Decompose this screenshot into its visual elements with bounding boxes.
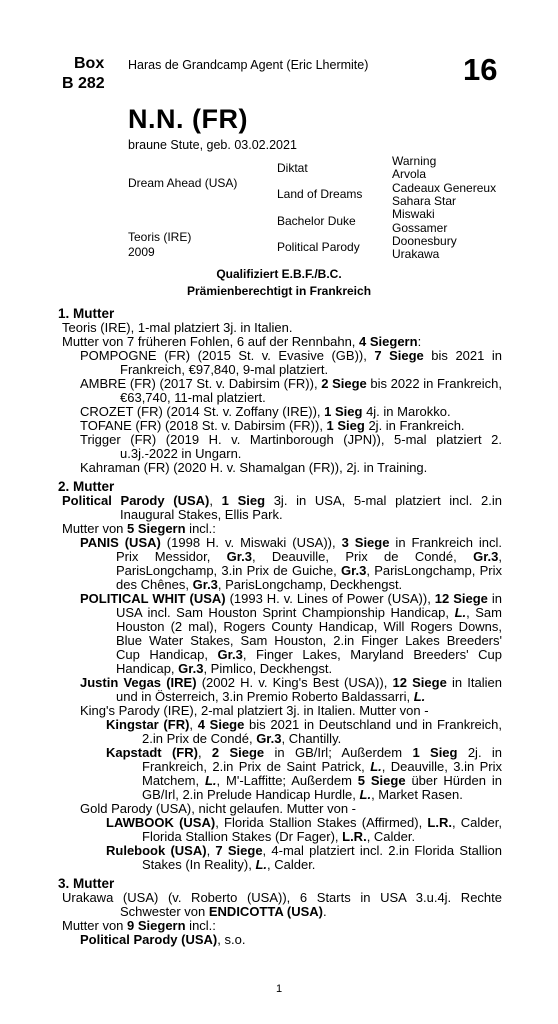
- pedigree-g2: Cadeaux Genereux: [392, 181, 497, 195]
- entry-text: (2002 H. v. King's Best (USA)),: [196, 675, 393, 690]
- entry-text: Trigger (FR) (2019 H. v. Martinborough (JPN)), 5-mal platziert 2. u.3j.-2022 in Ungarn.: [80, 432, 502, 461]
- family-entry: [58, 676, 502, 704]
- emphasis-text: Rulebook (USA): [106, 843, 207, 858]
- entry-text: , Calder.: [267, 857, 316, 872]
- emphasis-text: 7 Siege: [374, 348, 424, 363]
- entry-text: , Chantilly.: [281, 731, 342, 746]
- consignor-agent: Haras de Grandcamp Agent (Eric Lhermite): [128, 58, 369, 72]
- family-entry: [58, 746, 502, 802]
- family-entry: [58, 844, 502, 872]
- emphasis-text: Gr.3: [256, 731, 282, 746]
- emphasis-text: 2 Siege: [321, 376, 367, 391]
- family-entry: [58, 704, 502, 718]
- emphasis-text: 4 Siege: [197, 717, 245, 732]
- entry-text: Teoris (IRE), 1-mal platziert 3j. in Italien.: [62, 320, 293, 335]
- pedigree-dam-year: 2009: [128, 245, 155, 259]
- entry-text: CROZET (FR) (2014 St. v. Zoffany (IRE)),: [80, 404, 325, 419]
- dam-section: [58, 877, 502, 947]
- emphasis-text: 1 Sieg: [412, 745, 458, 760]
- family-notes: [58, 302, 502, 947]
- entry-text: über Hürden in GB/Irl, 2.in Prelude Handicap Hurdle,: [142, 773, 502, 802]
- emphasis-text: Gr.3: [217, 647, 243, 662]
- emphasis-text: L.: [255, 857, 267, 872]
- emphasis-text: Kingstar (FR): [106, 717, 190, 732]
- entry-text: , s.o.: [217, 932, 246, 947]
- pedigree-g2: Doonesbury: [392, 234, 457, 248]
- entry-text: , Florida Stallion Stakes (Affirmed),: [215, 815, 428, 830]
- entry-text: , Sam Houston (2 mal), Rogers County Handicap, Will Rogers Downs, Blue Water Stakes, Sam Houston, 2.in Finger Lakes Breeders' Cup Handicap,: [116, 605, 502, 662]
- box-number: B 282: [62, 75, 105, 92]
- emphasis-text: L.R.: [427, 815, 452, 830]
- entry-text: , Pimlico, Deckhengst.: [203, 661, 333, 676]
- entry-text: in Italien und in Österreich, 3.in Premio Roberto Baldassarri,: [116, 675, 502, 704]
- entry-text: , Deauville, Prix de Condé,: [251, 549, 474, 564]
- lot-number: 16: [463, 52, 498, 87]
- entry-text: (1998 H. v. Miswaki (USA)),: [160, 535, 342, 550]
- entry-text: ,: [209, 493, 222, 508]
- entry-text: bis 2021 in Deutschland und in Frankreich, 2.in Prix de Condé,: [142, 717, 502, 746]
- family-entry: [58, 349, 502, 377]
- entry-text: incl.:: [185, 918, 216, 933]
- emphasis-text: Gr.3: [341, 563, 367, 578]
- pedigree-g2: Warning: [392, 154, 437, 168]
- emphasis-text: 7 Siege: [215, 843, 263, 858]
- entry-text: , 4-mal platziert incl. 2.in Florida Stallion Stakes (In Reality),: [142, 843, 502, 872]
- horse-name: N.N. (FR): [128, 104, 248, 134]
- emphasis-text: 2 Siege: [211, 745, 265, 760]
- emphasis-text: L.: [454, 605, 467, 620]
- entry-text: incl.:: [185, 521, 216, 536]
- pedigree-dam: Teoris (IRE): [128, 230, 192, 244]
- entry-text: , Market Rasen.: [371, 787, 463, 802]
- family-entry: [58, 891, 502, 919]
- pedigree-g2: Gossamer: [392, 221, 448, 235]
- entry-text: , ParisLongchamp, 3.in Prix de Guiche,: [116, 549, 502, 578]
- pedigree-g1: Bachelor Duke: [277, 214, 356, 228]
- dam-section: [58, 307, 502, 475]
- family-entry: [58, 419, 502, 433]
- emphasis-text: 12 Siege: [434, 591, 488, 606]
- emphasis-text: L.: [359, 787, 372, 802]
- entry-text: Kahraman (FR) (2020 H. v. Shamalgan (FR)), 2j. in Training.: [80, 460, 428, 475]
- entry-text: , Calder.: [366, 829, 416, 844]
- entry-text: King's Parody (IRE), 2-mal platziert 3j. in Italien. Mutter von -: [80, 703, 429, 718]
- entry-text: in USA incl. Sam Houston Sprint Championship Handicap,: [116, 591, 502, 620]
- section-title: 2. Mutter: [58, 479, 115, 494]
- emphasis-text: Gr.3: [226, 549, 252, 564]
- family-entry: [58, 433, 502, 461]
- box-title: Box: [74, 55, 105, 72]
- entry-text: in GB/Irl; Außerdem: [264, 745, 413, 760]
- page-number: 1: [275, 983, 283, 995]
- family-entry: [58, 335, 502, 349]
- entry-text: Mutter von: [62, 521, 128, 536]
- emphasis-text: L.: [204, 773, 217, 788]
- entry-text: in Frankreich incl. Prix Messidor,: [116, 535, 503, 564]
- emphasis-text: Gr.3: [178, 661, 204, 676]
- entry-text: 3j. in USA, 5-mal platziert incl. 2.in Inaugural Stakes, Ellis Park.: [120, 493, 503, 522]
- emphasis-text: 12 Siege: [392, 675, 447, 690]
- emphasis-text: LAWBOOK (USA): [106, 815, 216, 830]
- emphasis-text: 5 Siege: [357, 773, 406, 788]
- family-entry: [58, 461, 502, 475]
- qualification-france: Prämienberechtigt in Frankreich: [186, 284, 372, 298]
- emphasis-text: Gr.3: [192, 577, 218, 592]
- family-entry: [58, 405, 502, 419]
- entry-text: TOFANE (FR) (2018 St. v. Dabirsim (FR)),: [80, 418, 327, 433]
- family-entry: [58, 718, 502, 746]
- dam-section: [58, 480, 502, 872]
- section-title: 3. Mutter: [58, 876, 115, 891]
- emphasis-text: Gr.3: [473, 549, 499, 564]
- entry-text: ,: [206, 843, 216, 858]
- entry-text: Mutter von 7 früheren Fohlen, 6 auf der Rennbahn,: [62, 334, 360, 349]
- entry-text: Urakawa (USA) (v. Roberto (USA)), 6 Starts in USA 3.u.4j. Rechte Schwester von: [62, 890, 502, 919]
- entry-text: , ParisLongchamp, Deckhengst.: [217, 577, 403, 592]
- entry-text: POMPOGNE (FR) (2015 St. v. Evasive (GB)),: [80, 348, 375, 363]
- emphasis-text: 1 Sieg: [326, 418, 365, 433]
- family-entry: [58, 522, 502, 536]
- emphasis-text: Justin Vegas (IRE): [80, 675, 197, 690]
- family-entry: [58, 816, 502, 844]
- qualification-ebf: Qualifiziert E.B.F./B.C.: [216, 267, 342, 281]
- entry-text: bis 2021 in Frankreich, €97,840, 9-mal platziert.: [120, 348, 502, 377]
- emphasis-text: PANIS (USA): [80, 535, 161, 550]
- family-entry: [58, 919, 502, 933]
- emphasis-text: Kapstadt (FR): [106, 745, 198, 760]
- entry-text: :: [417, 334, 422, 349]
- pedigree-g1: Diktat: [277, 161, 308, 175]
- emphasis-text: 3 Siege: [341, 535, 390, 550]
- emphasis-text: POLITICAL WHIT (USA): [80, 591, 226, 606]
- pedigree-g2: Miswaki: [392, 207, 435, 221]
- emphasis-text: 5 Siegern: [127, 521, 186, 536]
- entry-text: , ParisLongchamp, Prix des Chênes,: [116, 563, 502, 592]
- entry-text: AMBRE (FR) (2017 St. v. Dabirsim (FR)),: [80, 376, 322, 391]
- entry-text: 2j. in Frankreich, 2.in Prix de Saint Patrick,: [142, 745, 503, 774]
- family-entry: [58, 802, 502, 816]
- pedigree-g1: Land of Dreams: [277, 187, 363, 201]
- entry-text: , M'-Laffitte; Außerdem: [216, 773, 358, 788]
- entry-text: 2j. in Frankreich.: [364, 418, 465, 433]
- emphasis-text: 1 Sieg: [221, 493, 266, 508]
- entry-text: (1993 H. v. Lines of Power (USA)),: [225, 591, 435, 606]
- entry-text: , Deauville, 3.in Prix Matchem,: [142, 759, 502, 788]
- emphasis-text: 9 Siegern: [127, 918, 186, 933]
- section-title: 1. Mutter: [58, 306, 115, 321]
- entry-text: ,: [197, 745, 212, 760]
- family-entry: [58, 592, 502, 676]
- horse-description: braune Stute, geb. 03.02.2021: [128, 138, 297, 152]
- entry-text: 4j. in Marokko.: [362, 404, 451, 419]
- family-entry: [58, 933, 502, 947]
- family-entry: [58, 377, 502, 405]
- family-entry: [58, 494, 502, 522]
- pedigree-g2: Arvola: [392, 167, 427, 181]
- family-entry: [58, 321, 502, 335]
- entry-text: bis 2022 in Frankreich, €63,740, 11-mal platziert.: [120, 376, 502, 405]
- emphasis-text: L.: [370, 759, 382, 774]
- emphasis-text: L.: [413, 689, 426, 704]
- emphasis-text: 1 Sieg: [324, 404, 363, 419]
- entry-text: Gold Parody (USA), nicht gelaufen. Mutter von -: [80, 801, 357, 816]
- entry-text: , Calder, Florida Stallion Stakes (Dr Fager),: [142, 815, 502, 844]
- emphasis-text: ENDICOTTA (USA): [208, 904, 323, 919]
- entry-text: .: [322, 904, 327, 919]
- entry-text: Mutter von: [62, 918, 128, 933]
- emphasis-text: Political Parody (USA): [62, 493, 210, 508]
- entry-text: , Finger Lakes, Maryland Breeders' Cup Handicap,: [116, 647, 502, 676]
- pedigree-g2: Urakawa: [392, 247, 440, 261]
- box-label: [62, 54, 105, 94]
- emphasis-text: L.R.: [342, 829, 367, 844]
- emphasis-text: Political Parody (USA): [80, 932, 218, 947]
- pedigree-g1: Political Parody: [277, 240, 360, 254]
- family-entry: [58, 536, 502, 592]
- pedigree-g2: Sahara Star: [392, 194, 457, 208]
- pedigree-sire: Dream Ahead (USA): [128, 176, 238, 190]
- entry-text: ,: [189, 717, 198, 732]
- emphasis-text: 4 Siegern: [359, 334, 418, 349]
